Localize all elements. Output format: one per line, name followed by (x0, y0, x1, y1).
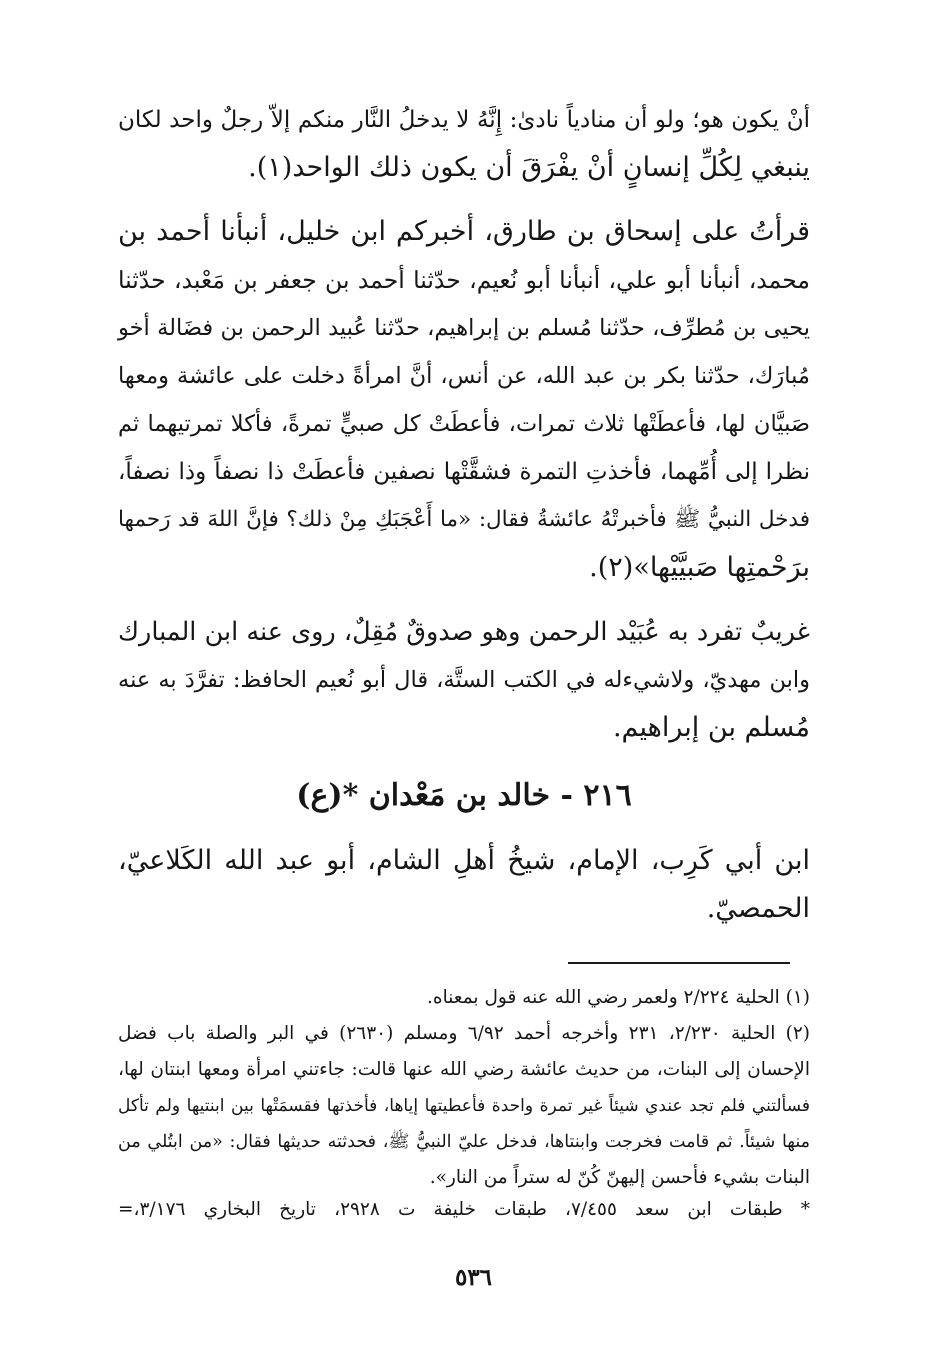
paragraph-3-line-2: وابن مهديّ، ولاشيءله في الكتب الستَّة، قال أبو نُعيم الحافظ: تفرَّدَ به عنه (118, 667, 810, 693)
footnote-2-line-1: (٢) الحلية ٢/٢٣٠، ٢٣١ وأخرجه أحمد ٦/٩٢ ومسلم (٢٦٣٠) في البر والصلة باب فضل (118, 1023, 810, 1044)
footnote-divider (568, 962, 790, 964)
paragraph-4 (118, 837, 810, 933)
paragraph-2-line-1: قرأتُ على إسحاق بن طارق، أخبركم ابن خليل، أنبأنا أحمد بن (118, 216, 810, 247)
paragraph-1 (118, 96, 810, 192)
paragraph-3-line-1: غريبٌ تفرد به عُبَيْد الرحمن وهو صدوقٌ مُقِلٌ، روى عنه ابن المبارك (118, 617, 810, 647)
paragraph-2-line-4: مُبارَك، حدّثنا بكر بن عبد الله، عن أنس، أنَّ امرأةً دخلت على عائشة ومعها (118, 363, 810, 389)
footnotes (118, 980, 810, 1196)
paragraph-4-line-2: الحمصيّ. (706, 893, 810, 924)
paragraph-2-line-3: يحيى بن مُطرِّف، حدّثنا مُسلم بن إبراهيم، حدّثنا عُبيد الرحمن بن فضَالة أخو (118, 315, 810, 341)
paragraph-2-line-5: صَبيَّان لها، فأعطَتْها ثلاث تمرات، فأعطَتْ كل صبيٍّ تمرةً، فأكلا تمرتيهما ثم (118, 411, 810, 437)
footnote-1: (١) الحلية ٢/٢٢٤ ولعمر رضي الله عنه قول بمعناه. (427, 987, 810, 1008)
footnote-2-line-2: الإحسان إلى البنات، من حديث عائشة رضي الله عنها قالت: جاءتني امرأة ومعها ابنتان لها، (118, 1059, 810, 1080)
paragraph-3 (118, 608, 810, 752)
entry-heading: ٢١٦ - خالد بن مَعْدان *(ع) (296, 778, 632, 813)
paragraph-2-line-2: محمد، أنبأنا أبو علي، أنبأنا أبو نُعيم، حدّثنا أحمد بن جعفر بن مَعْبد، حدّثنا (118, 266, 810, 294)
paragraph-4-line-1: ابن أبي كَرِب، الإمام، شيخُ أهلِ الشام، أبو عبد الله الكَلاعيّ، (118, 845, 810, 876)
paragraph-2-line-6: نظرا إلى أُمِّهما، فأخذتِ التمرة فشقَّتْها نصفين فأعطَتْ ذا نصفاً وذا نصفاً، (118, 459, 810, 485)
footnote-2-line-5: البنات بشيء فأحسن إليهنّ كُنّ له ستراً من النار». (429, 1167, 810, 1188)
paragraph-2-line-8: برَحْمتِها صَبيَّيْها»(٢). (589, 552, 810, 583)
page-number: ٥٣٦ (454, 1264, 493, 1291)
paragraph-2-line-7: فدخل النبيُّ ﷺ فأخبرتْهُ عائشةُ فقال: «ما أَعْجَبَكِ مِنْ ذلك؟ فإنَّ اللهَ قد رَحمها (118, 507, 810, 532)
footnote-star-line: * طبقات ابن سعد ٧/٤٥٥، طبقات خليفة ت ٢٩٢٨، تاريخ البخاري ٣/١٧٦،= (118, 1199, 810, 1220)
footnote-star (118, 1192, 810, 1228)
paragraph-3-line-3: مُسلم بن إبراهيم. (612, 712, 810, 743)
paragraph-1-line-1: أنْ يكون هو؛ ولو أن منادياً نادىٰ: إِنَّهُ لا يدخلُ النَّار منكم إلاّ رجلٌ واحد لكان (118, 107, 810, 133)
footnote-2-line-4: منها شيئاً. ثم قامت فخرجت وابنتاها، فدخل عليّ النبيُّ ﷺ، فحدثته حديثها فقال: «من ابتُلي من (118, 1132, 810, 1152)
paragraph-2 (118, 208, 810, 592)
footnote-2-line-3: فسألتني فلم تجد عندي شيئاً غير تمرة واحدة فأعطيتها إياها، فأخذتها فقسمَتْها بين ابنتيها ولم تأكل (118, 1096, 810, 1116)
paragraph-1-line-2: ينبغي لِكُلِّ إنسانٍ أنْ يفْرَقَ أن يكون ذلك الواحد(١). (248, 152, 810, 183)
